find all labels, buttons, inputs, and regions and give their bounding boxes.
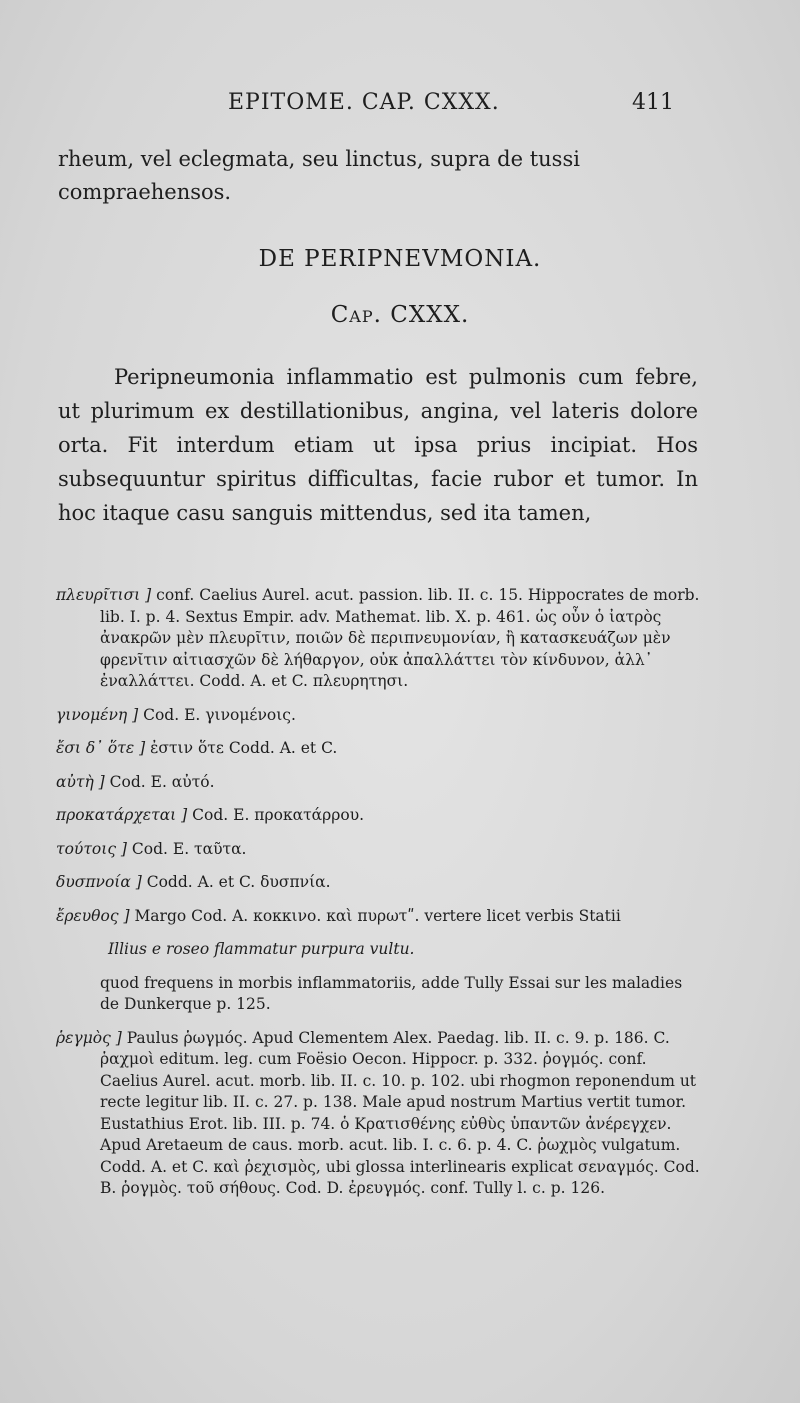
footnote: [56, 705, 706, 727]
note-text: Margo Cod. A. κοκκινο. καὶ πυρωτʺ. vertere licet verbis Statii: [134, 906, 621, 925]
note-text: Cod. E. γινομένοις.: [143, 705, 296, 724]
footnote: [56, 585, 706, 693]
note-lemma: ἔσι δ᾽ ὅτε ]: [56, 739, 146, 757]
note-lemma: προκατάρχεται ]: [56, 806, 188, 824]
page-header: [0, 88, 800, 128]
footnotes: [56, 585, 706, 1200]
note-lemma: αὐτὴ ]: [56, 772, 105, 791]
footnote: [56, 1028, 706, 1200]
chapter-title: Cap. CXXX.: [330, 302, 470, 328]
note-lemma: τούτοις ]: [56, 839, 127, 858]
note-text: ἐστιν ὅτε Codd. A. et C.: [150, 739, 338, 757]
running-head: EPITOME. CAP. CXXX.: [228, 90, 500, 115]
note-text: conf. Caelius Aurel. acut. passion. lib. II. c. 15. Hippocrates de morb. lib. I. p. 4. Sextus Empir. adv. Mathemat. lib. X. p. 461. ὡς οὖν ὁ ἰατρὸς ἀνακρῶν μὲν πλευρῖτιν, ποιῶν δὲ περιπνευμονίαν, ἢ κατασκευάζων μὲν φρενῖτιν αἰτιασχῶν δὲ λήθαργον, οὐκ ἀπαλλάττει τὸν κίνδυνον, ἀλλ᾽ ἐναλλάττει. Codd. A. et C. πλευρητησι.: [100, 586, 700, 690]
note-continuation: quod frequens in morbis inflammatoriis, adde Tully Essai sur les maladies de Dunkerque p. 125.: [100, 973, 683, 1013]
note-quote: Illius e roseo flammatur purpura vultu.: [108, 940, 415, 958]
footnote: [56, 839, 706, 861]
section-title: DE PERIPNEVMONIA.: [258, 246, 542, 272]
body-paragraph: Peripneumonia inflammatio est pulmonis cum febre, ut plurimum ex destillationibus, angina, vel lateris dolore orta. Fit interdum etiam ut ipsa prius incipiat. Hos subsequuntur spiritus difficultas, facie rubor et tumor. In hoc itaque casu sanguis mittendus, sed ita tamen,: [58, 365, 698, 525]
note-lemma: ῥεγμὸς ]: [56, 1028, 122, 1047]
footnote: [56, 772, 706, 794]
note-text: Cod. E. αὐτό.: [109, 772, 215, 791]
note-lemma: πλευρῖτισι ]: [56, 586, 152, 604]
note-lemma: γινομένη ]: [56, 705, 139, 724]
note-text: Cod. E. ταῦτα.: [131, 839, 247, 858]
note-lemma: δυσπνοία ]: [56, 873, 142, 891]
continued-text: rheum, vel eclegmata, seu linctus, supra de tussi compraehensos.: [58, 147, 580, 204]
footnote: [56, 738, 706, 760]
footnote-main: [56, 906, 706, 928]
note-lemma: ἔρευθος ]: [56, 906, 130, 925]
footnote: [56, 872, 706, 894]
page-number: 411: [632, 90, 674, 115]
footnote: [56, 805, 706, 827]
footnote: [56, 906, 706, 1016]
note-text: Codd. A. et C. δυσπνία.: [146, 873, 331, 891]
note-text: Cod. E. προκατάρρου.: [192, 806, 365, 824]
note-text: Paulus ῥωγμός. Apud Clementem Alex. Paedag. lib. II. c. 9. p. 186. C. ῥαχμοὶ editum. leg. cum Foësio Oecon. Hippocr. p. 332. ῥογμός. conf. Caelius Aurel. acut. morb. lib. II. c. 10. p. 102. ubi rhogmon reponendum ut recte legitur lib. II. c. 27. p. 138. Male apud nostrum Martius vertit tumor. Eustathius Erot. lib. III. p. 74. ὁ Κρατισθένης εὐθὺς ὑπαντῶν ἀνέρεγχεν. Apud Aretaeum de caus. morb. acut. lib. I. c. 6. p. 4. C. ῥωχμὸς vulgatum. Codd. A. et C. καὶ ῥεχισμὸς, ubi glossa interlinearis explicat σεναγμός. Cod. B. ῥογμὸς. τοῦ σήθους. Cod. D. ἐρευγμός. conf. Tully l. c. p. 126.: [100, 1028, 700, 1197]
